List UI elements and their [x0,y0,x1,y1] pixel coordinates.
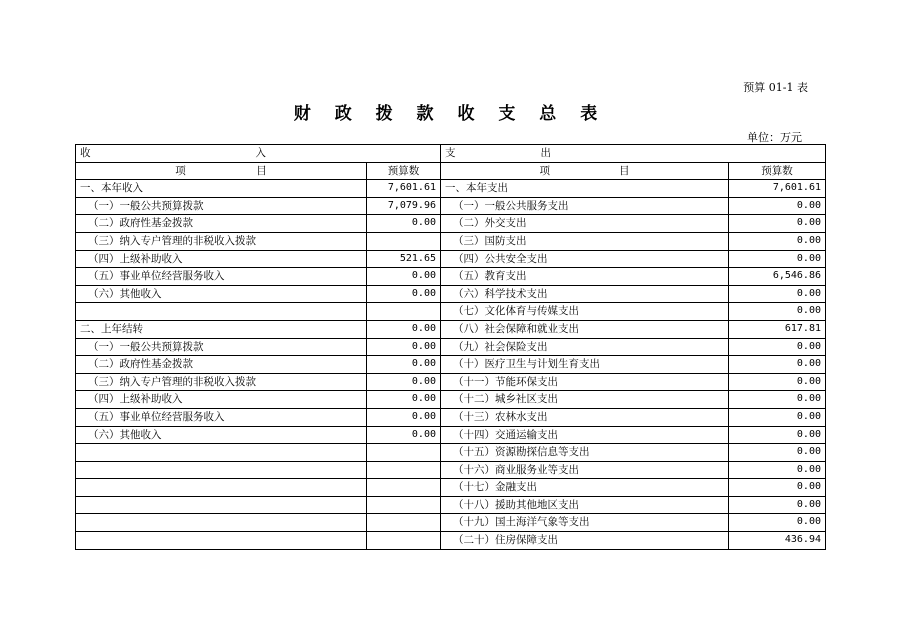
expense-value-cell: 0.00 [729,197,826,215]
income-item-cell [76,496,367,514]
income-item-cell: 一、本年收入 [76,180,367,198]
income-header-char-1: 收 [80,147,91,159]
expense-value-cell: 0.00 [729,408,826,426]
income-item-cell [76,532,367,550]
table-row [76,514,826,532]
form-number: 预算 01-1 表 [743,81,808,94]
table-row [76,250,826,268]
income-value-cell: 0.00 [367,268,441,286]
table-row [76,232,826,250]
income-value-cell: 0.00 [367,215,441,233]
income-value-cell: 0.00 [367,285,441,303]
expense-value-cell: 0.00 [729,391,826,409]
table-row [76,496,826,514]
expense-item-cell: （十六）商业服务业等支出 [441,461,729,479]
table-body [76,180,826,549]
expense-value-cell: 0.00 [729,285,826,303]
income-header-char-2: 入 [255,147,266,159]
income-item-cell: （五）事业单位经营服务收入 [76,408,367,426]
expense-value-cell: 6,546.86 [729,268,826,286]
income-item-cell: （六）其他收入 [76,426,367,444]
income-value-cell [367,461,441,479]
income-budget-header: 预算数 [367,162,441,180]
table-row [76,356,826,374]
income-value-cell: 0.00 [367,373,441,391]
table-row [76,338,826,356]
budget-table [75,144,826,550]
expense-item-cell: （三）国防支出 [441,232,729,250]
expense-item-cell: （十三）农林水支出 [441,408,729,426]
income-value-cell [367,496,441,514]
table-row [76,391,826,409]
income-value-cell: 0.00 [367,338,441,356]
expense-value-cell: 0.00 [729,215,826,233]
expense-budget-header: 预算数 [729,162,826,180]
expense-header [441,145,826,163]
expense-value-cell: 0.00 [729,496,826,514]
income-value-cell [367,532,441,550]
table-row [76,320,826,338]
income-header [76,145,441,163]
income-item-cell: 二、上年结转 [76,320,367,338]
expense-item-cell: （十五）资源勘探信息等支出 [441,444,729,462]
expense-item-header [441,162,729,180]
expense-item-cell: （十二）城乡社区支出 [441,391,729,409]
expense-item-cell: （十一）节能环保支出 [441,373,729,391]
income-item-cell: （四）上级补助收入 [76,250,367,268]
income-item-cell: （五）事业单位经营服务收入 [76,268,367,286]
income-value-cell [367,232,441,250]
income-value-cell [367,303,441,321]
income-value-cell: 0.00 [367,320,441,338]
expense-value-cell: 7,601.61 [729,180,826,198]
income-item-cell [76,303,367,321]
income-item-header-char-2: 目 [256,164,267,177]
expense-value-cell: 436.94 [729,532,826,550]
income-item-cell: （三）纳入专户管理的非税收入拨款 [76,232,367,250]
expense-header-char-2: 出 [540,147,551,159]
table-row [76,461,826,479]
income-item-header [76,162,367,180]
expense-item-cell: （一）一般公共服务支出 [441,197,729,215]
table-row [76,426,826,444]
expense-value-cell: 0.00 [729,232,826,250]
expense-value-cell: 0.00 [729,461,826,479]
table-row [76,408,826,426]
income-item-cell: （一）一般公共预算拨款 [76,338,367,356]
expense-item-cell: （十七）金融支出 [441,479,729,497]
expense-item-cell: （十）医疗卫生与计划生育支出 [441,356,729,374]
expense-value-cell: 0.00 [729,250,826,268]
income-item-cell: （三）纳入专户管理的非税收入拨款 [76,373,367,391]
income-value-cell: 7,601.61 [367,180,441,198]
expense-item-cell: （二）外交支出 [441,215,729,233]
expense-value-cell: 0.00 [729,514,826,532]
expense-value-cell: 0.00 [729,356,826,374]
income-item-cell [76,479,367,497]
expense-value-cell: 0.00 [729,338,826,356]
expense-item-cell: （十八）援助其他地区支出 [441,496,729,514]
expense-item-cell: （十九）国土海洋气象等支出 [441,514,729,532]
expense-item-cell: （九）社会保险支出 [441,338,729,356]
income-value-cell: 7,079.96 [367,197,441,215]
expense-item-header-char-2: 目 [619,164,630,177]
income-item-cell: （六）其他收入 [76,285,367,303]
table-row [76,180,826,198]
expense-value-cell: 0.00 [729,426,826,444]
table-row [76,197,826,215]
expense-item-header-char-1: 项 [539,164,550,177]
table-row [76,268,826,286]
page-title: 财 政 拨 款 收 支 总 表 [293,104,607,124]
expense-item-cell: （八）社会保障和就业支出 [441,320,729,338]
income-item-header-char-1: 项 [175,164,186,177]
table-row [76,444,826,462]
income-item-cell: （二）政府性基金拨款 [76,215,367,233]
header-row-columns [76,162,826,180]
expense-value-cell: 0.00 [729,373,826,391]
header-row-section [76,145,826,163]
income-value-cell: 0.00 [367,356,441,374]
table-row [76,479,826,497]
income-item-cell [76,444,367,462]
expense-item-cell: （七）文化体育与传媒支出 [441,303,729,321]
income-value-cell [367,514,441,532]
income-item-cell: （一）一般公共预算拨款 [76,197,367,215]
income-value-cell: 521.65 [367,250,441,268]
expense-header-char-1: 支 [445,147,456,159]
expense-value-cell: 0.00 [729,444,826,462]
income-item-cell: （二）政府性基金拨款 [76,356,367,374]
table-row [76,215,826,233]
expense-value-cell: 0.00 [729,479,826,497]
expense-value-cell: 617.81 [729,320,826,338]
income-value-cell: 0.00 [367,408,441,426]
table-row [76,285,826,303]
expense-value-cell: 0.00 [729,303,826,321]
table-row [76,532,826,550]
expense-item-cell: （四）公共安全支出 [441,250,729,268]
expense-item-cell: 一、本年支出 [441,180,729,198]
table-row [76,373,826,391]
income-item-cell [76,461,367,479]
income-value-cell [367,444,441,462]
expense-item-cell: （六）科学技术支出 [441,285,729,303]
income-value-cell: 0.00 [367,426,441,444]
table-row [76,303,826,321]
expense-item-cell: （二十）住房保障支出 [441,532,729,550]
expense-item-cell: （五）教育支出 [441,268,729,286]
income-item-cell [76,514,367,532]
income-value-cell: 0.00 [367,391,441,409]
unit-label: 单位：万元 [747,131,802,144]
income-item-cell: （四）上级补助收入 [76,391,367,409]
expense-item-cell: （十四）交通运输支出 [441,426,729,444]
income-value-cell [367,479,441,497]
